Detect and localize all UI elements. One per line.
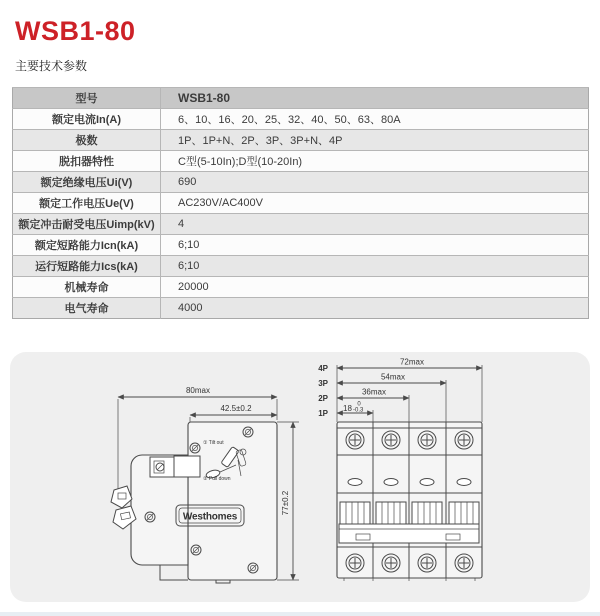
spec-value: 6;10 bbox=[161, 235, 589, 256]
side-view-drawing bbox=[111, 386, 299, 583]
dim-1p-upper-tolerance: 0 bbox=[357, 401, 361, 408]
spec-value: 6、10、16、20、25、32、40、50、63、80A bbox=[161, 109, 589, 130]
spec-value: C型(5-10In);D型(10-20In) bbox=[161, 151, 589, 172]
dim-3p-label: 54max bbox=[380, 372, 406, 382]
terminal-box bbox=[150, 456, 200, 477]
spec-label: 额定短路能力Icn(kA) bbox=[13, 235, 161, 256]
pole-label-2p: 2P bbox=[318, 394, 328, 403]
spec-label: 额定绝缘电压Ui(V) bbox=[13, 172, 161, 193]
dim-1p-base-label: 18 bbox=[343, 404, 352, 413]
pole-label-3p: 3P bbox=[318, 379, 328, 388]
note-pull-down: ② Pull down bbox=[203, 476, 231, 482]
spec-value: 1P、1P+N、2P、3P、3P+N、4P bbox=[161, 130, 589, 151]
spec-table bbox=[12, 87, 589, 319]
section-subtitle: 主要技术参数 bbox=[15, 59, 88, 73]
spec-value: 690 bbox=[161, 172, 589, 193]
drawings-panel bbox=[10, 352, 590, 602]
brand-logo-label: Westhomes bbox=[182, 511, 238, 523]
table-row bbox=[13, 130, 589, 151]
dim-1p-lower-tolerance: -0.3 bbox=[353, 407, 364, 414]
spec-label: 额定工作电压Ue(V) bbox=[13, 193, 161, 214]
page-bottom-divider bbox=[0, 612, 600, 616]
table-row bbox=[13, 151, 589, 172]
table-row bbox=[13, 277, 589, 298]
brand-logo bbox=[176, 505, 244, 526]
table-row bbox=[13, 109, 589, 130]
note-tilt-out: ① Tilt out bbox=[203, 440, 224, 446]
spec-label: 机械寿命 bbox=[13, 277, 161, 298]
spec-table-body bbox=[13, 88, 589, 319]
spec-value: 20000 bbox=[161, 277, 589, 298]
spec-label: 型号 bbox=[13, 88, 161, 109]
pole-label-1p: 1P bbox=[318, 409, 328, 418]
spec-value: 6;10 bbox=[161, 256, 589, 277]
dim-2p-label: 36max bbox=[361, 387, 387, 397]
technical-drawings bbox=[10, 352, 590, 602]
table-row bbox=[13, 193, 589, 214]
table-row bbox=[13, 88, 589, 109]
pole-label-4p: 4P bbox=[318, 364, 328, 373]
breaker-rear-block bbox=[188, 422, 277, 580]
dim-body-width-label: 42.5±0.2 bbox=[220, 404, 252, 413]
spec-label: 额定电流In(A) bbox=[13, 109, 161, 130]
dim-height-label: 77±0.2 bbox=[281, 490, 290, 516]
dim-4p-label: 72max bbox=[399, 357, 425, 367]
table-row bbox=[13, 172, 589, 193]
spec-value: WSB1-80 bbox=[161, 88, 589, 109]
table-row bbox=[13, 256, 589, 277]
spec-label: 脱扣器特性 bbox=[13, 151, 161, 172]
spec-value: 4 bbox=[161, 214, 589, 235]
handle-tie-bar bbox=[339, 524, 479, 543]
spec-value: 4000 bbox=[161, 298, 589, 319]
page-title: WSB1-80 bbox=[15, 16, 136, 46]
dim-total-width-label: 80max bbox=[185, 386, 211, 395]
spec-label: 电气寿命 bbox=[13, 298, 161, 319]
table-row bbox=[13, 298, 589, 319]
spec-label: 额定冲击耐受电压Uimp(kV) bbox=[13, 214, 161, 235]
spec-label: 运行短路能力Ics(kA) bbox=[13, 256, 161, 277]
spec-label: 极数 bbox=[13, 130, 161, 151]
front-view-drawing bbox=[318, 358, 482, 582]
spec-value: AC230V/AC400V bbox=[161, 193, 589, 214]
table-row bbox=[13, 214, 589, 235]
table-row bbox=[13, 235, 589, 256]
